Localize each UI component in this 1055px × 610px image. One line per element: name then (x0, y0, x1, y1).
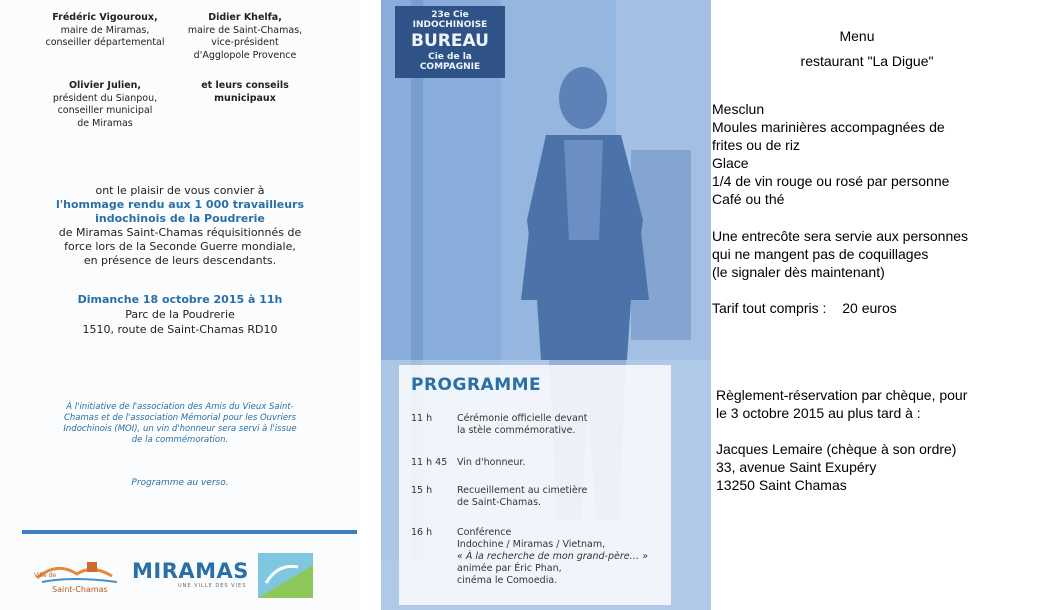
initiative-note: À l'initiative de l'association des Amis du Vieux Saint- Chamas et de l'association Mémorial pour les Ouvriers Indochinois (MOI), un vin d'honneur sera servi à l'issue de la commémoration. (63, 402, 297, 445)
contact-address: Jacques Lemaire (chèque à son ordre) 33, avenue Saint Exupéry 13250 Saint Chamas (716, 441, 957, 493)
menu-title: Menu (839, 28, 875, 44)
host-councils: et leurs conseils municipaux (201, 80, 289, 104)
invitation-text: ont le plaisir de vous convier à l'hommage rendu aux 1 000 travailleurs indochinois de la Poudrerie de Miramas Saint-Chamas réquisitionnés de force lors de la Seconde Guerre mondiale, en présence de leurs descendants. (55, 184, 304, 267)
miramas-logo: MIRAMAS UNE VILLE DES VIES (132, 559, 249, 589)
agglopole-emblem-icon (258, 553, 313, 598)
verso-note: Programme au verso. (131, 478, 229, 488)
menu-price: Tarif tout compris : 20 euros (712, 300, 897, 316)
host-julien: Olivier Julien, président du Sianpou, conseiller municipal de Miramas (52, 80, 158, 129)
saint-chamas-logo: Ville de Saint-Chamas (32, 556, 127, 600)
divider-bar (22, 530, 357, 534)
payment-info: Règlement-réservation par chèque, pour le 3 octobre 2015 au plus tard à : (716, 387, 968, 421)
host-khelfa: Didier Khelfa, maire de Saint-Chamas, vice-président d'Agglopole Provence (187, 12, 303, 61)
photo-panel (381, 0, 711, 610)
event-details: Dimanche 18 octobre 2015 à 11h Parc de la Poudrerie 1510, route de Saint-Chamas RD10 (20, 292, 340, 337)
photo-sign: 23e Cie INDOCHINOISE BUREAU Cie de la COMPAGNIE (411, 10, 489, 72)
programme-card: PROGRAMME 11 h Cérémonie officielle devant la stèle commémorative. 11 h 45 Vin d'honneur. 15 h Recueillement au cimetière de Saint-Chamas. 16 h Conférence Indochine / Miramas / Vietnam, « À la recherche de mon grand-père… » animée par Éric Phan, cinéma le Comoedia. (399, 365, 671, 605)
event-date: Dimanche 18 octobre 2015 à 11h (77, 293, 283, 306)
restaurant-name: restaurant "La Digue" (800, 53, 934, 69)
programme-title: PROGRAMME (411, 375, 542, 395)
menu-note: Une entrecôte sera servie aux personnes qui ne mangent pas de coquillages (le signaler dès maintenant) (712, 228, 969, 280)
host-vigouroux: Frédéric Vigouroux, maire de Miramas, conseiller départemental (45, 12, 165, 48)
menu-panel (712, 0, 1055, 610)
invitation-panel (0, 0, 360, 610)
menu-items: Mesclun Moules marinières accompagnées de frites ou de riz Glace 1/4 de vin rouge ou rosé par personne Café ou thé (712, 101, 950, 207)
saint-chamas-emblem-icon (32, 556, 127, 586)
agglopole-logo (258, 553, 313, 598)
